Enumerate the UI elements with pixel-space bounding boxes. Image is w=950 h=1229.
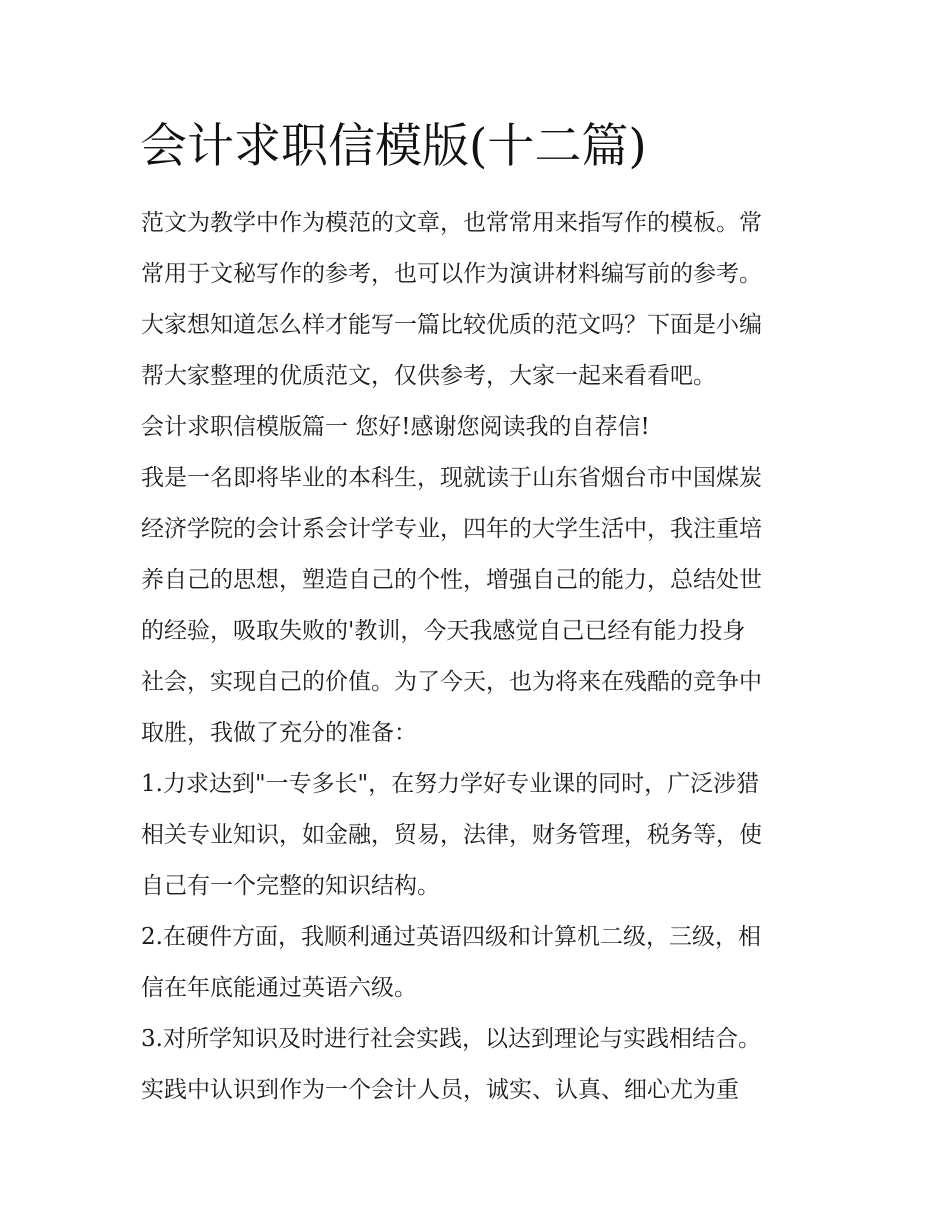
- paragraph-line: 1.力求达到"一专多长"，在努力学好专业课的同时，广泛涉猎: [141, 771, 760, 797]
- paragraph-line: 3.对所学知识及时进行社会实践，以达到理论与实践相结合。: [141, 1026, 761, 1052]
- paragraph-line: 实践中认识到作为一个会计人员，诚实、认真、细心尤为重: [141, 1077, 739, 1103]
- paragraph-line: 经济学院的会计系会计学专业，四年的大学生活中，我注重培: [141, 516, 762, 542]
- paragraph-line: 的经验，吸取失败的'教训，今天我感觉自己已经有能力投身: [141, 618, 746, 644]
- paragraph-line: 常用于文秘写作的参考，也可以作为演讲材料编写前的参考。: [141, 261, 762, 287]
- paragraph-line: 帮大家整理的优质范文，仅供参考，大家一起来看看吧。: [141, 363, 716, 389]
- paragraph-line: 养自己的思想，塑造自己的个性，增强自己的能力，总结处世: [141, 567, 762, 593]
- paragraph-line: 取胜，我做了充分的准备：: [141, 720, 417, 746]
- paragraph-line: 会计求职信模版篇一 您好!感谢您阅读我的自荐信!: [141, 414, 650, 440]
- paragraph-line: 我是一名即将毕业的本科生，现就读于山东省烟台市中国煤炭: [141, 465, 762, 491]
- paragraph-line: 自己有一个完整的知识结构。: [141, 873, 440, 899]
- paragraph-line: 2.在硬件方面，我顺利通过英语四级和计算机二级，三级，相: [141, 924, 761, 950]
- paragraph-line: 社会，实现自己的价值。为了今天，也为将来在残酷的竞争中: [141, 669, 762, 695]
- document-title: 会计求职信模版(十二篇): [140, 119, 647, 174]
- paragraph-line: 大家想知道怎么样才能写一篇比较优质的范文吗？下面是小编: [141, 312, 762, 338]
- paragraph-line: 相关专业知识，如金融，贸易，法律，财务管理，税务等，使: [141, 822, 762, 848]
- paragraph-line: 范文为教学中作为模范的文章，也常常用来指写作的模板。常: [141, 210, 762, 236]
- paragraph-line: 信在年底能通过英语六级。: [141, 975, 417, 1001]
